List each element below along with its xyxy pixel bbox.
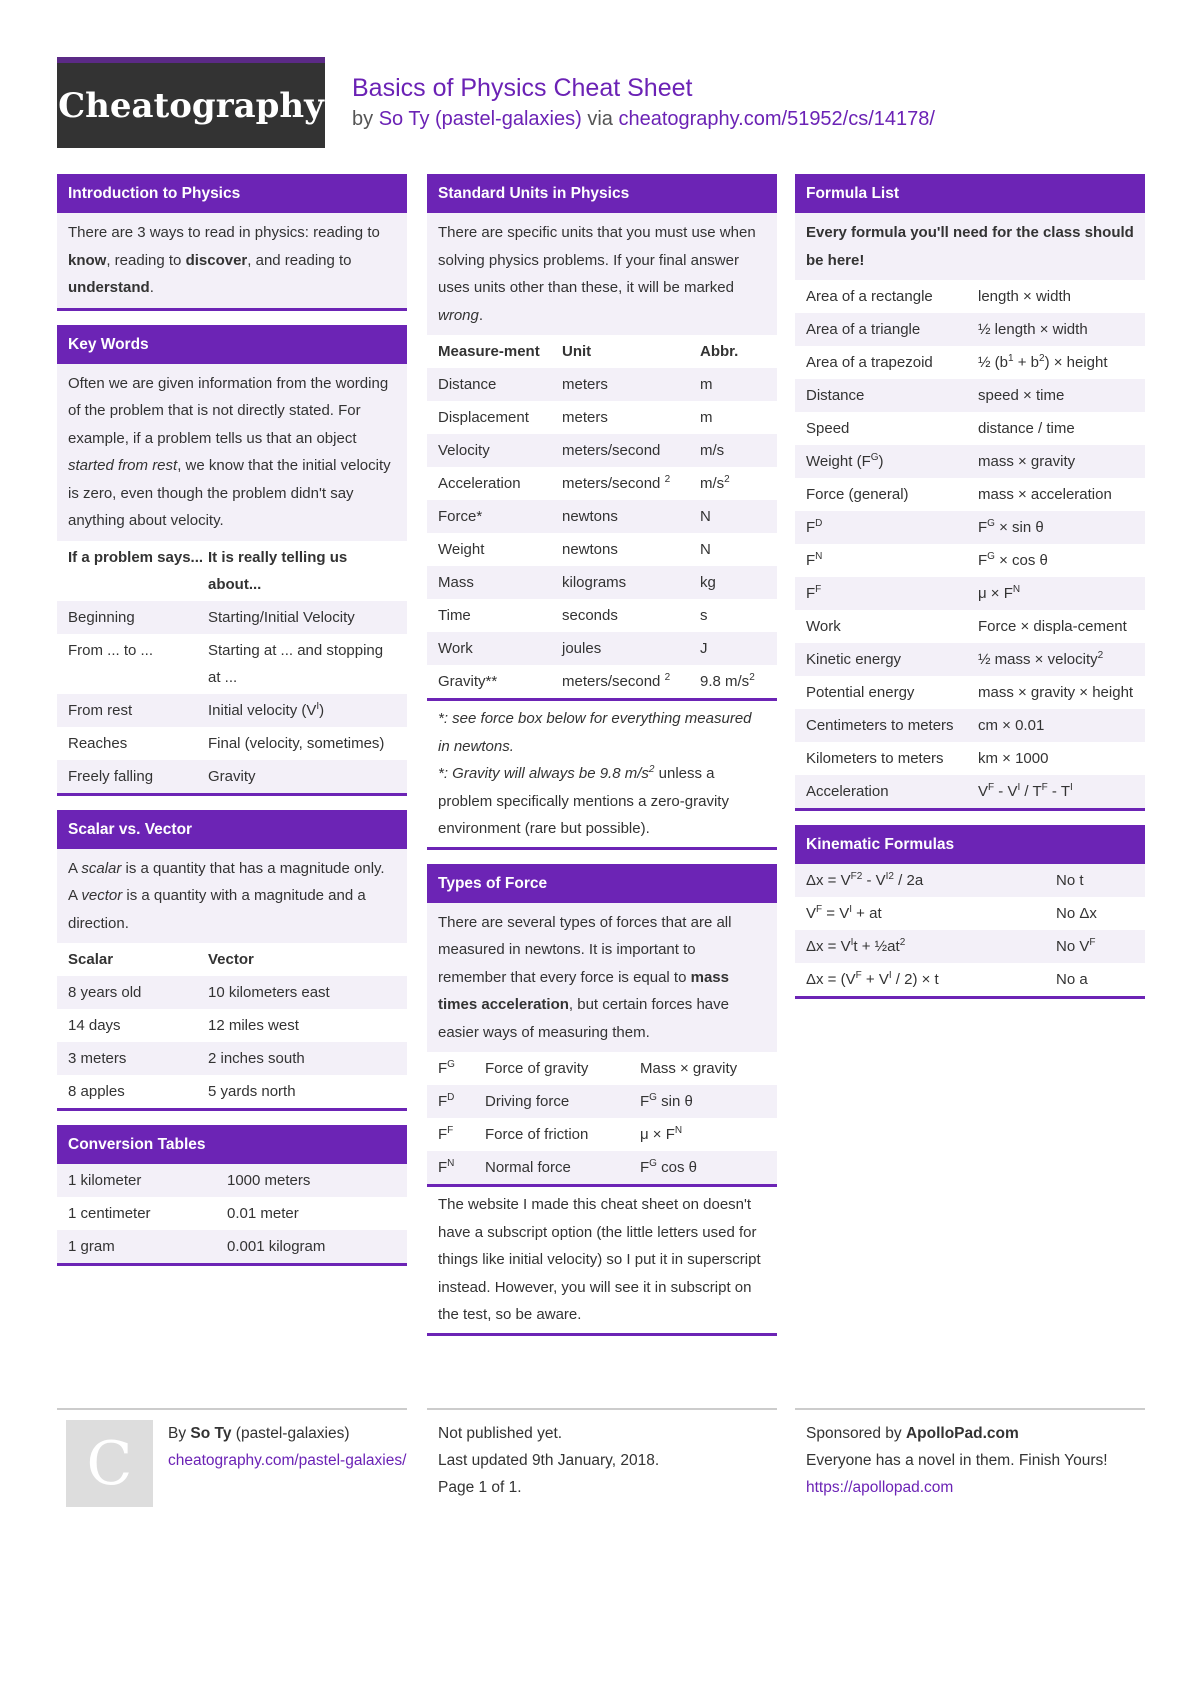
table-row: Area of a trapezoid ½ $(b^1 + b^2)$ × height: [795, 346, 1145, 379]
table-row: $F^F$ Force of friction $\mu \times F^N$: [427, 1118, 777, 1151]
box-title: Formula List: [795, 174, 1145, 213]
table-row: 1 kilometer 1000 meters: [57, 1164, 407, 1197]
table-row: $F^D$ $F^G \times \sin \theta$: [795, 511, 1145, 544]
footer-info: Not published yet. Last updated 9th January, 2018. Page 1 of 1.: [427, 1408, 777, 1501]
table-row: From ... to ... Starting at ... and stopping at ...: [57, 634, 407, 694]
box-intro: There are specific units that you must use when solving physics problems. If your final answer uses units other than these, it will be marked wrong.: [427, 213, 777, 335]
table-row: Freely falling Gravity: [57, 760, 407, 793]
table-row: $\Delta x = V^{F2} - V^{I2} / 2a$ No t: [795, 864, 1145, 897]
table-row: 1 gram 0.001 kilogram: [57, 1230, 407, 1263]
table-header: Scalar Vector: [57, 943, 407, 976]
sponsor-link[interactable]: https://apollopad.com: [806, 1479, 954, 1496]
table-row: 14 days 12 miles west: [57, 1009, 407, 1042]
table-row: Kilometers to meters km × 1000: [795, 742, 1145, 775]
table-header: Measure-ment Unit Abbr.: [427, 335, 777, 368]
table-row: 8 years old 10 kilometers east: [57, 976, 407, 1009]
box-intro: There are several types of forces that are all measured in newtons. It is important to remember that every force is equal to mass times acceleration, but certain forces have easier ways of measuring them.: [427, 903, 777, 1053]
table-row: Area of a rectangle length × width: [795, 280, 1145, 313]
page-subtitle: by So Ty (pastel-galaxies) via cheatography.com/51952/cs/14178/: [352, 108, 935, 130]
table-row: Weight newtons N: [427, 533, 777, 566]
box-title: Types of Force: [427, 864, 777, 903]
table-row: $V^F = V^I$ + at No Δx: [795, 897, 1145, 930]
column-3: [795, 174, 1145, 1013]
column-1: [57, 174, 407, 1280]
table-row: $\Delta x = (V^F + V^I / 2) \times t$ No a: [795, 963, 1145, 996]
table-header: If a problem says... It is really telling us about...: [57, 541, 407, 601]
table-row: Area of a triangle ½ length × width: [795, 313, 1145, 346]
page-title: Basics of Physics Cheat Sheet: [352, 74, 693, 102]
box-title: Key Words: [57, 325, 407, 364]
author-link[interactable]: So Ty (pastel-galaxies): [378, 108, 582, 130]
box-intro: Often we are given information from the wording of the problem that is not directly stated. For example, if a problem tells us that an object started from rest, we know that the initial velocity is zero, even though the problem didn't say anything about velocity.: [57, 364, 407, 541]
footer-author: By So Ty (pastel-galaxies) cheatography.com/pastel-galaxies/: [57, 1408, 407, 1474]
table-row: $F^D$ Driving force $F^G$ sin θ: [427, 1085, 777, 1118]
table-row: Force* newtons N: [427, 500, 777, 533]
table-row: From rest Initial velocity $(V^I)$: [57, 694, 407, 727]
table-row: Acceleration meters/second $^2$ $m/s^2$: [427, 467, 777, 500]
box-intro: A scalar is a quantity that has a magnitude only. A vector is a quantity with a magnitude and a direction.: [57, 849, 407, 944]
table-row: Mass kilograms kg: [427, 566, 777, 599]
formula-list-box: [795, 174, 1145, 811]
author-profile-link[interactable]: cheatography.com/pastel-galaxies/: [168, 1452, 407, 1469]
column-2: [427, 174, 777, 1350]
table-row: Potential energy mass × gravity × height: [795, 676, 1145, 709]
table-row: Centimeters to meters cm × 0.01: [795, 709, 1145, 742]
table-row: Distance meters m: [427, 368, 777, 401]
table-row: Distance speed × time: [795, 379, 1145, 412]
intro-physics-box: [57, 174, 407, 311]
table-row: Force (general) mass × acceleration: [795, 478, 1145, 511]
box-title: Standard Units in Physics: [427, 174, 777, 213]
types-of-force-box: [427, 864, 777, 1336]
table-row: $F^N$ $F^G \times \cos \theta$: [795, 544, 1145, 577]
table-row: 3 meters 2 inches south: [57, 1042, 407, 1075]
table-row: Speed distance / time: [795, 412, 1145, 445]
scalar-vector-box: [57, 810, 407, 1112]
table-row: Beginning Starting/Initial Velocity: [57, 601, 407, 634]
avatar: C: [66, 1420, 153, 1507]
kinematic-formulas-box: [795, 825, 1145, 999]
key-words-box: [57, 325, 407, 796]
table-row: 1 centimeter 0.01 meter: [57, 1197, 407, 1230]
box-title: Conversion Tables: [57, 1125, 407, 1164]
box-title: Introduction to Physics: [57, 174, 407, 213]
table-row: $F^G$ Force of gravity Mass × gravity: [427, 1052, 777, 1085]
box-note: *: see force box below for everything measured in newtons. *: Gravity will always be 9.8 $m/s^2$ unless a problem specifically mentions a zero-gravity environment (rare but possible).: [427, 698, 777, 847]
table-row: Reaches Final (velocity, sometimes): [57, 727, 407, 760]
table-row: Work joules J: [427, 632, 777, 665]
table-row: Weight $(F^G)$ mass × gravity: [795, 445, 1145, 478]
cheatography-logo[interactable]: Cheatography: [57, 57, 325, 148]
table-row: 8 apples 5 yards north: [57, 1075, 407, 1108]
conversion-tables-box: [57, 1125, 407, 1266]
box-title: Scalar vs. Vector: [57, 810, 407, 849]
table-row: Acceleration $V^F - V^I / T^F - T^I$: [795, 775, 1145, 808]
table-row: $F^N$ Normal force $F^G$ cos θ: [427, 1151, 777, 1184]
standard-units-box: [427, 174, 777, 850]
box-intro: Every formula you'll need for the class should be here!: [795, 213, 1145, 280]
box-title: Kinematic Formulas: [795, 825, 1145, 864]
table-row: Gravity** meters/second $^2$ 9.8 $m/s^2$: [427, 665, 777, 698]
box-note: The website I made this cheat sheet on doesn't have a subscript option (the little letters used for things like initial velocity) so I put it in superscript instead. However, you will see it in subscript on the test, so be aware.: [427, 1184, 777, 1333]
box-intro: There are 3 ways to read in physics: reading to know, reading to discover, and reading to understand.: [57, 213, 407, 308]
table-row: Velocity meters/second m/s: [427, 434, 777, 467]
table-row: Time seconds s: [427, 599, 777, 632]
footer-sponsor: Sponsored by ApolloPad.com Everyone has a novel in them. Finish Yours! https://apollopad.com: [795, 1408, 1145, 1501]
sheet-url-link[interactable]: cheatography.com/51952/cs/14178/: [618, 108, 935, 130]
table-row: Displacement meters m: [427, 401, 777, 434]
table-row: Work Force × displa-cement: [795, 610, 1145, 643]
table-row: Kinetic energy ½ mass × velocity$^2$: [795, 643, 1145, 676]
table-row: $\Delta x = V^It$ + $\frac{1}{2}at^2$ No $V^F$: [795, 930, 1145, 963]
table-row: $F^F$ $\mu \times F^N$: [795, 577, 1145, 610]
